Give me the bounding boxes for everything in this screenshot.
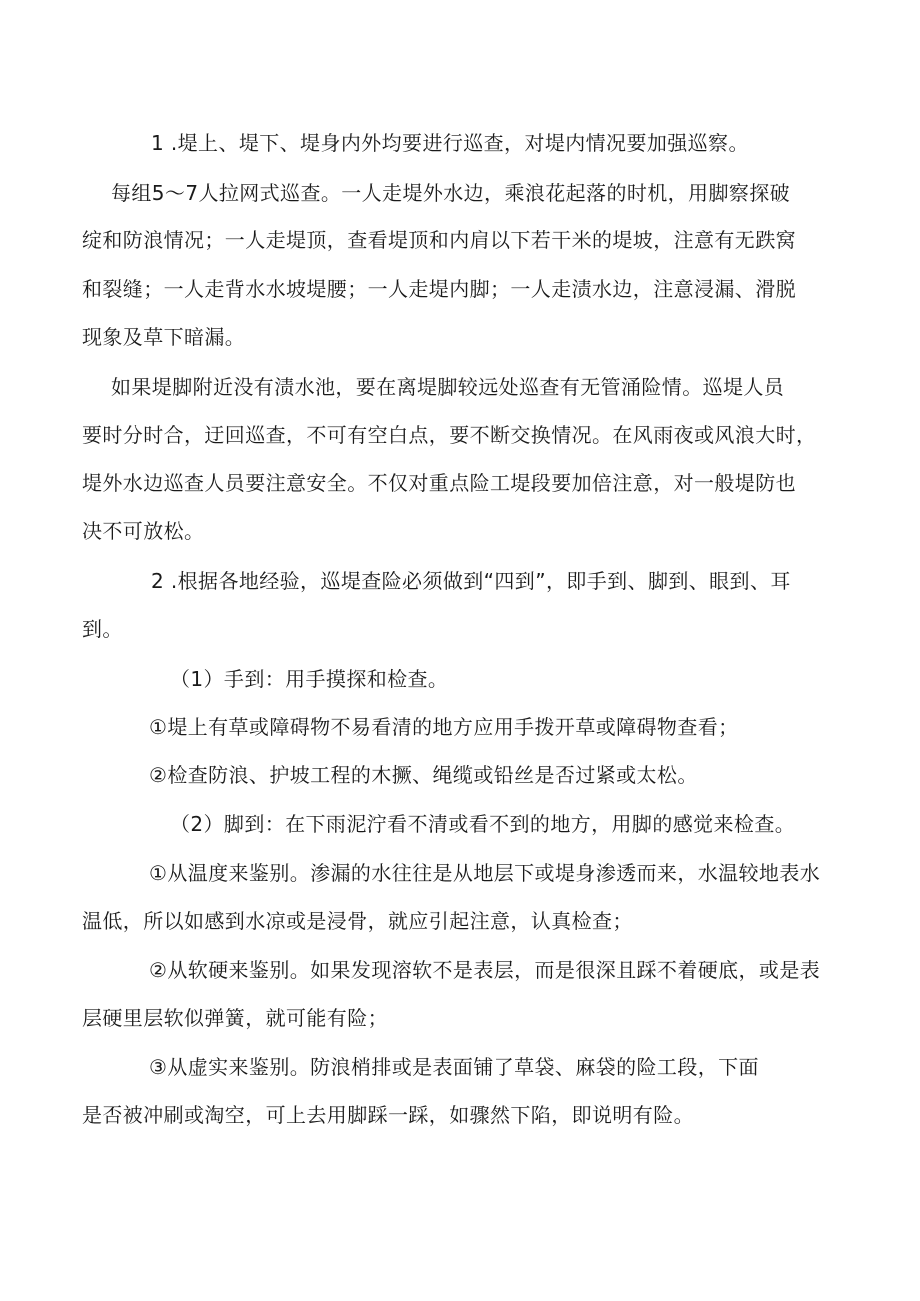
list-item-cont: 层硬里层软似弹簧，就可能有险；	[82, 1006, 388, 1030]
paragraph-line: 绽和防浪情况；一人走堤顶，查看堤顶和内肩以下若干米的堤坡，注意有无跌窝	[82, 228, 796, 252]
list-item: ③从虚实来鉴别。防浪梢排或是表面铺了草袋、麻袋的险工段，下面	[149, 1055, 759, 1079]
paragraph-line: 决不可放松。	[82, 519, 205, 543]
paragraph-line: 堤外水边巡查人员要注意安全。不仅对重点险工堤段要加倍注意，对一般堤防也	[82, 471, 796, 495]
section-2-heading: 2 .根据各地经验，巡堤查险必须做到“四到”，即手到、脚到、眼到、耳	[151, 569, 791, 593]
paragraph-line: 和裂缝；一人走背水水坡堤腰；一人走堤内脚；一人走渍水边，注意浸漏、滑脱	[82, 277, 796, 301]
paragraph-line: 每组5～7人拉网式巡查。一人走堤外水边，乘浪花起落的时机，用脚察探破	[111, 181, 791, 205]
paragraph-line: 要时分时合，迂回巡查，不可有空白点，要不断交换情况。在风雨夜或风浪大时，	[82, 423, 817, 447]
subsection-2-title: （2）脚到：在下雨泥泞看不清或看不到的地方，用脚的感觉来检查。	[170, 812, 796, 836]
list-item: ①从温度来鉴别。渗漏的水往往是从地层下或堤身渗透而来，水温较地表水	[149, 861, 821, 885]
paragraph-line: 现象及草下暗漏。	[82, 325, 246, 349]
section-2-heading-cont: 到。	[82, 617, 123, 641]
subsection-1-title: （1）手到：用手摸探和检查。	[170, 667, 449, 691]
list-item-cont: 是否被冲刷或淘空，可上去用脚踩一踩，如骤然下陷，即说明有险。	[82, 1103, 694, 1127]
list-item: ①堤上有草或障碍物不易看清的地方应用手拨开草或障碍物查看；	[149, 715, 739, 739]
list-item-cont: 温低，所以如感到水凉或是浸骨，就应引起注意，认真检查；	[82, 909, 633, 933]
section-1-heading: 1 .堤上、堤下、堤身内外均要进行巡查，对堤内情况要加强巡察。	[151, 131, 749, 155]
paragraph-line: 如果堤脚附近没有渍水池，要在离堤脚较远处巡查有无管涌险情。巡堤人员	[111, 375, 785, 399]
list-item: ②检查防浪、护坡工程的木撅、绳缆或铅丝是否过紧或太松。	[149, 763, 698, 787]
list-item: ②从软硬来鉴别。如果发现溶软不是表层，而是很深且踩不着硬底，或是表	[149, 958, 821, 982]
